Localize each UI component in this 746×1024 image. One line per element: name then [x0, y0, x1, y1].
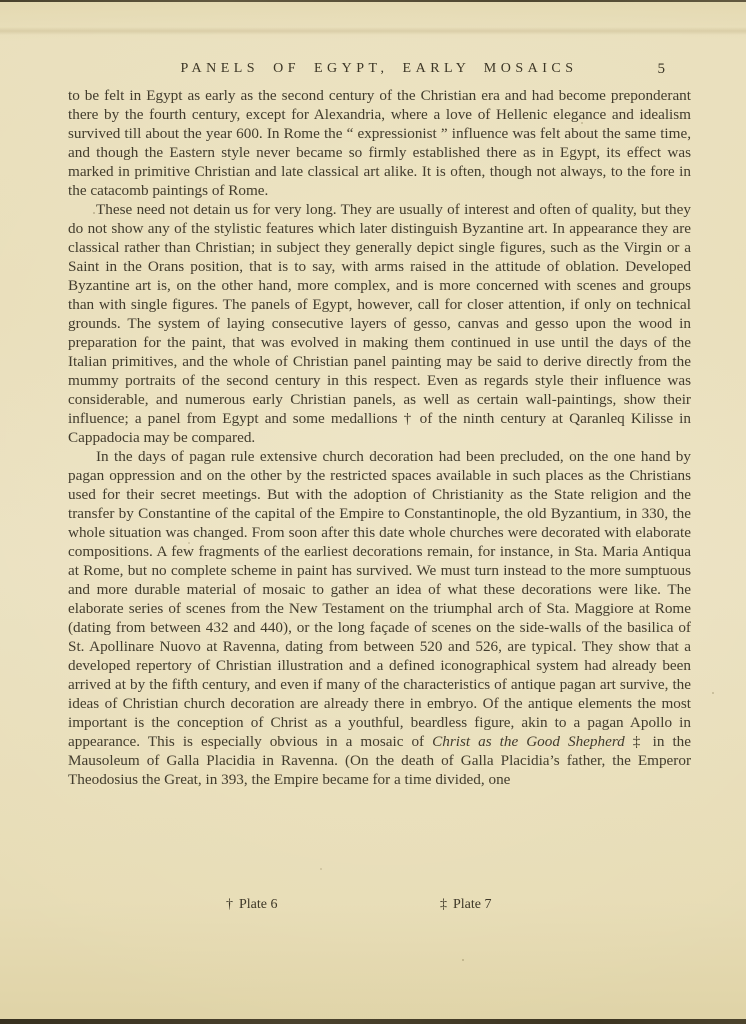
paragraph-text: These need not detain us for very long. They are usually of interest and often of quality, but they do not show any of the stylistic features which later distinguish Byzantine art. In appearance they are classical rather than Christian; in subject they generally depict single figures, such as the Virgin or a Saint in the Orans position, that is to say, with arms raised in the attitude of oblation. Developed Byzantine art is, on the other hand, more complex, and is more concerned with scenes and groups than with single figures. The panels of Egypt, however, call for closer attention, if only on technical grounds. The system of laying consecutive layers of gesso, canvas and gesso upon the wood in preparation for the paint, that was evolved in making them continued in use until the days of the Italian primitives, and the whole of Christian panel painting may be said to derive directly from the mummy portraits of the second century in this respect. Even as regards style their influence was considerable, and numerous early Christian panels, as well as certain wall-paintings, show their influence; a panel from Egypt and some medallions † of the ninth century at Qaranleq Kilisse in Cappadocia may be compared. — [68, 201, 691, 446]
scan-artifact-band — [0, 27, 746, 35]
body-text — [68, 86, 691, 789]
chapter-title: PANELS OF EGYPT, EARLY MOSAICS — [180, 61, 578, 76]
footnote-label: Plate 6 — [239, 897, 278, 912]
running-header — [68, 61, 690, 81]
footnote-label: Plate 7 — [453, 897, 492, 912]
paragraph-text: to be felt in Egypt as early as the second century of the Christian era and had become preponderant there by the fourth century, except for Alexandria, where a love of Hellenic elegance and idealism survived till about the year 600. In Rome the “ expressionist ” influence was felt about the same time, and though the Eastern style never became so firmly established there as in Egypt, its effect was marked in primitive Christian and late classical art alike. It is often, though not always, to the fore in the catacomb paintings of Rome. — [68, 87, 691, 199]
paper-specks — [0, 0, 2, 2]
paragraph — [68, 200, 691, 447]
paragraph — [68, 447, 691, 789]
scan-edge-bottom — [0, 1019, 746, 1024]
italic-work-title: Christ as the Good Shepherd — [432, 733, 625, 750]
paragraph-text: In the days of pagan rule extensive church decoration had been precluded, on the one hand by pagan oppression and on the other by the restricted spaces available in such places as the Christians used for their secret meetings. But with the adoption of Christianity as the State religion and the transfer by Constantine of the capital of the Empire to Constantinople, the old Byzantium, in 330, the whole situation was changed. From soon after this date whole churches were decorated with elaborate compositions. A few fragments of the earliest decorations remain, for instance, in Sta. Maria Antiqua at Rome, but no complete scheme in paint has survived. We must turn instead to the more sumptuous and more durable material of mosaic to gather an idea of what these decorations were like. The elaborate series of scenes from the New Testament on the triumphal arch of Sta. Maggiore at Rome (dating from between 432 and 440), or the long façade of scenes on the side-walls of the basilica of St. Apollinare Nuovo at Ravenna, dating from between 520 and 526, are typical. They show that a developed repertory of Christian illustration and a defined iconographical system had already been arrived at by the fifth century, and even if many of the characteristics of antique pagan art survive, the ideas of Christian church decoration are already there in embryo. Of the antique elements the most important is the conception of Christ as a youthful, beardless figure, akin to a pagan Apollo in appearance. This is especially obvious in a mosaic of — [68, 448, 691, 750]
footnote — [226, 897, 278, 913]
paragraph-text: ‡ in the Mausoleum of Galla Placidia in Ravenna. (On the death of Galla Placidia’s father, the Emperor Theodosius the Great, in 393, the Empire became for a time divided, one — [68, 733, 692, 788]
scan-edge-top — [0, 0, 746, 2]
dagger-footnote-mark: † — [226, 897, 233, 912]
footnote — [440, 897, 492, 913]
double-dagger-footnote-mark: ‡ — [440, 897, 447, 912]
paragraph — [68, 86, 691, 200]
footnotes-row — [0, 897, 746, 917]
page-number: 5 — [657, 61, 665, 77]
